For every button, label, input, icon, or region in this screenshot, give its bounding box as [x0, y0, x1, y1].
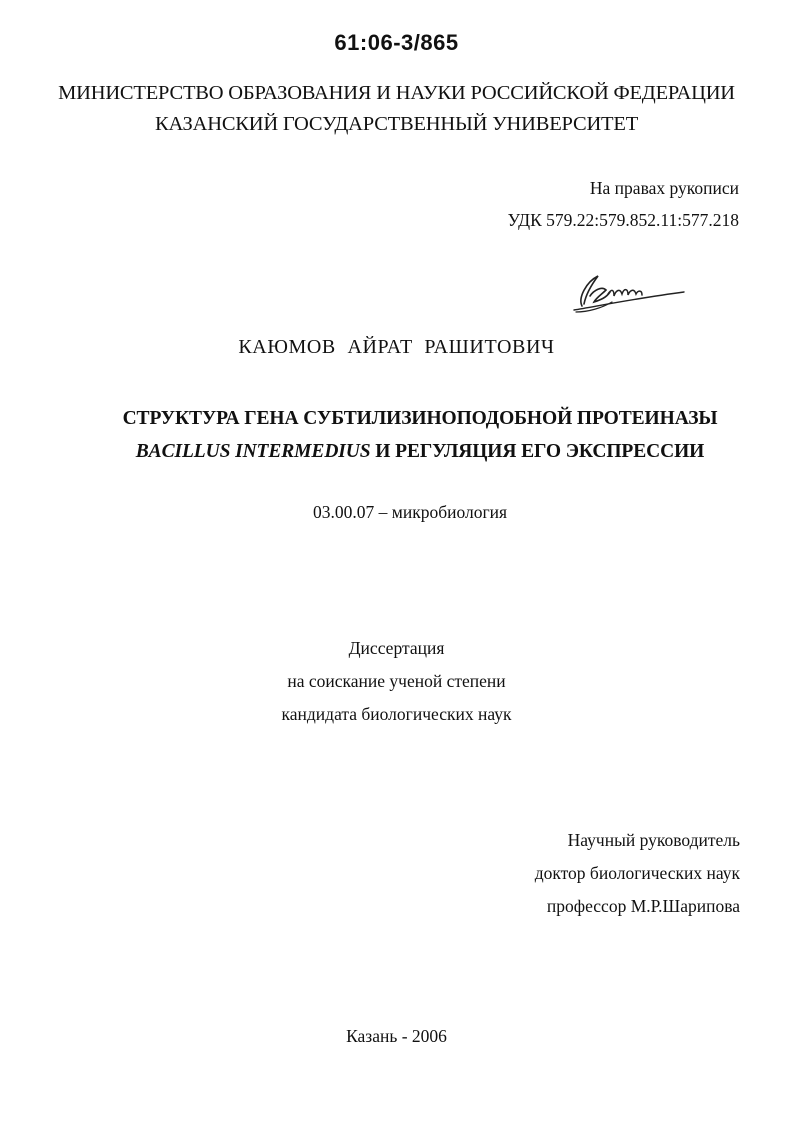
catalog-number: 61:06-3/865 — [334, 30, 459, 55]
udc-code: УДК 579.22:579.852.11:577.218 — [507, 210, 739, 230]
institution-header — [0, 78, 793, 140]
ministry-name: МИНИСТЕРСТВО ОБРАЗОВАНИЯ И НАУКИ РОССИЙСКОЙ ФЕДЕРАЦИИ — [58, 82, 735, 104]
supervisor-line-2: доктор биологических наук — [534, 863, 740, 883]
author-name: КАЮМОВ АЙРАТ РАШИТОВИЧ — [238, 336, 555, 358]
supervisor-line-3: профессор М.Р.Шарипова — [546, 896, 740, 916]
title-line-2 — [0, 435, 793, 468]
degree-block — [0, 632, 793, 731]
supervisor-block — [535, 824, 740, 923]
title-line-1: СТРУКТУРА ГЕНА СУБТИЛИЗИНОПОДОБНОЙ ПРОТЕИНАЗЫ — [122, 408, 718, 429]
city-year: Казань - 2006 — [346, 1026, 447, 1046]
degree-line-2: на соискание ученой степени — [287, 671, 506, 691]
manuscript-rights: На правах рукописи — [589, 178, 739, 198]
university-name: КАЗАНСКИЙ ГОСУДАРСТВЕННЫЙ УНИВЕРСИТЕТ — [154, 113, 639, 135]
degree-line-1: Диссертация — [348, 638, 445, 658]
handwritten-signature-icon — [568, 268, 688, 316]
title-line-2-rest: И РЕГУЛЯЦИЯ ЕГО ЭКСПРЕССИИ — [370, 441, 705, 462]
title-species: BACILLUS INTERMEDIUS — [135, 441, 371, 462]
degree-line-3: кандидата биологических наук — [281, 704, 512, 724]
manuscript-block — [508, 172, 739, 236]
dissertation-title — [0, 402, 793, 468]
specialty-code: 03.00.07 – микробиология — [313, 502, 508, 522]
supervisor-line-1: Научный руководитель — [567, 830, 740, 850]
